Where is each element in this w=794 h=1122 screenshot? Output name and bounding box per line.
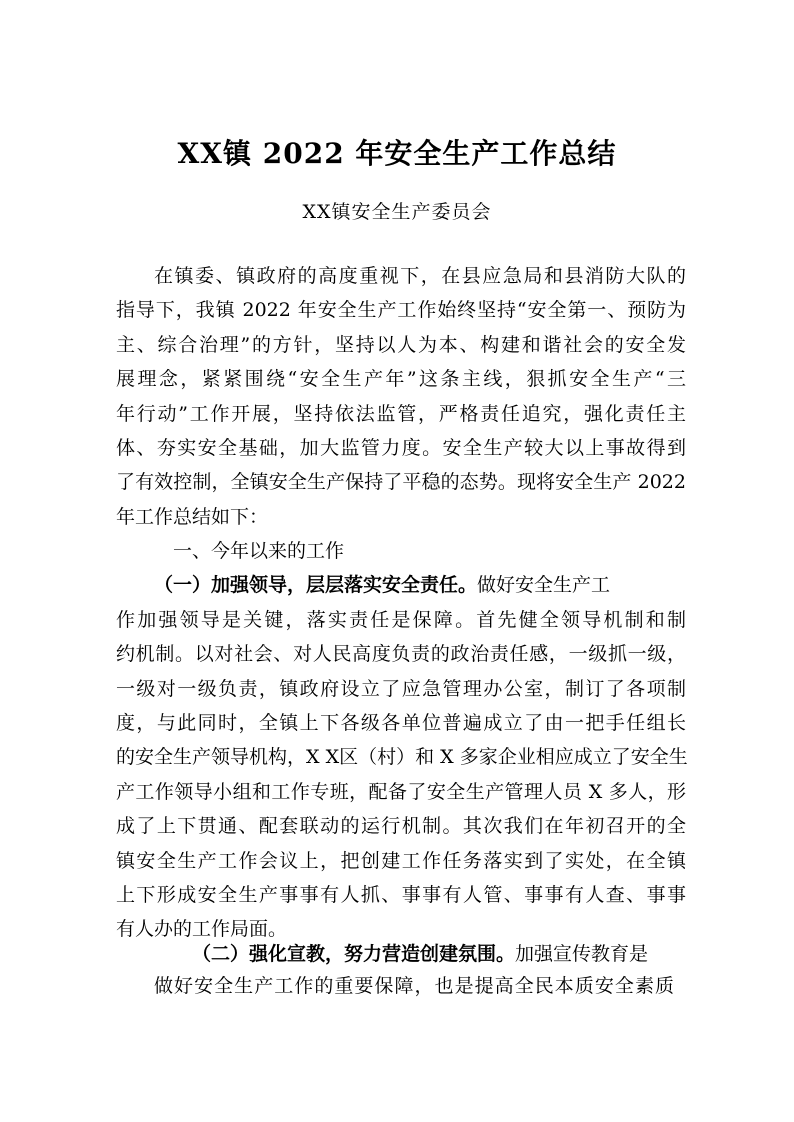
body-line: 一级对一级负责，镇政府设立了应急管理办公室，制订了各项制 bbox=[116, 678, 686, 700]
intro-line: 年工作总结如下： bbox=[116, 506, 269, 528]
body-line: 做好安全生产工作的重要保障，也是提高全民本质安全素质 bbox=[154, 975, 674, 997]
body-line: 成了上下贯通、配套联动的运行机制。其次我们在年初召开的全 bbox=[116, 815, 686, 837]
subsection-first-line bbox=[192, 940, 682, 968]
body-line: 产工作领导小组和工作专班，配备了安全生产管理人员 X 多人，形 bbox=[116, 781, 686, 803]
body-line: 度，与此同时，全镇上下各级各单位普遍成立了由一把手任组长 bbox=[116, 712, 686, 734]
subsection-heading: （二）强化宣教，努力营造创建氛围。 bbox=[192, 943, 516, 965]
intro-line: 主、综合治理”的方针，坚持以人为本、构建和谐社会的安全发 bbox=[116, 334, 686, 356]
body-line: 约机制。以对社会、对人民高度负责的政治责任感，一级抓一级， bbox=[116, 643, 686, 665]
subsection-heading: （一）加强领导，层层落实安全责任。 bbox=[154, 574, 478, 596]
intro-line: 年行动”工作开展，坚持依法监管，严格责任追究，强化责任主 bbox=[116, 403, 686, 425]
body-line: 上下形成安全生产事事有人抓、事事有人管、事事有人查、事事 bbox=[116, 884, 686, 906]
body-line: 镇安全生产工作会议上，把创建工作任务落实到了实处，在全镇 bbox=[116, 850, 686, 872]
document-title: XX镇 2022 年安全生产工作总结 bbox=[177, 137, 617, 170]
intro-line: 在镇委、镇政府的高度重视下，在县应急局和县消防大队的 bbox=[154, 265, 686, 287]
body-line: 的安全生产领导机构，X X区（村）和 X 多家企业相应成立了安全生 bbox=[116, 746, 688, 768]
intro-line: 体、夯实安全基础，加大监管力度。安全生产较大以上事故得到 bbox=[116, 437, 686, 459]
body-line: 作加强领导是关键，落实责任是保障。首先健全领导机制和制 bbox=[116, 609, 686, 631]
subsection-first-line bbox=[154, 571, 686, 599]
subsection-text: 做好安全生产工 bbox=[477, 574, 611, 596]
document-subtitle: XX镇安全生产委员会 bbox=[302, 201, 492, 223]
intro-line: 指导下，我镇 2022 年安全生产工作始终坚持“安全第一、预防为 bbox=[116, 299, 686, 321]
subsection-text: 加强宣传教育是 bbox=[515, 943, 649, 965]
body-line: 有人办的工作局面。 bbox=[116, 918, 288, 940]
section-heading: 一、今年以来的工作 bbox=[173, 540, 345, 562]
intro-line: 展理念，紧紧围绕“安全生产年”这条主线，狠抓安全生产“三 bbox=[116, 368, 686, 390]
intro-line: 了有效控制，全镇安全生产保持了平稳的态势。现将安全生产 2022 bbox=[116, 471, 686, 493]
